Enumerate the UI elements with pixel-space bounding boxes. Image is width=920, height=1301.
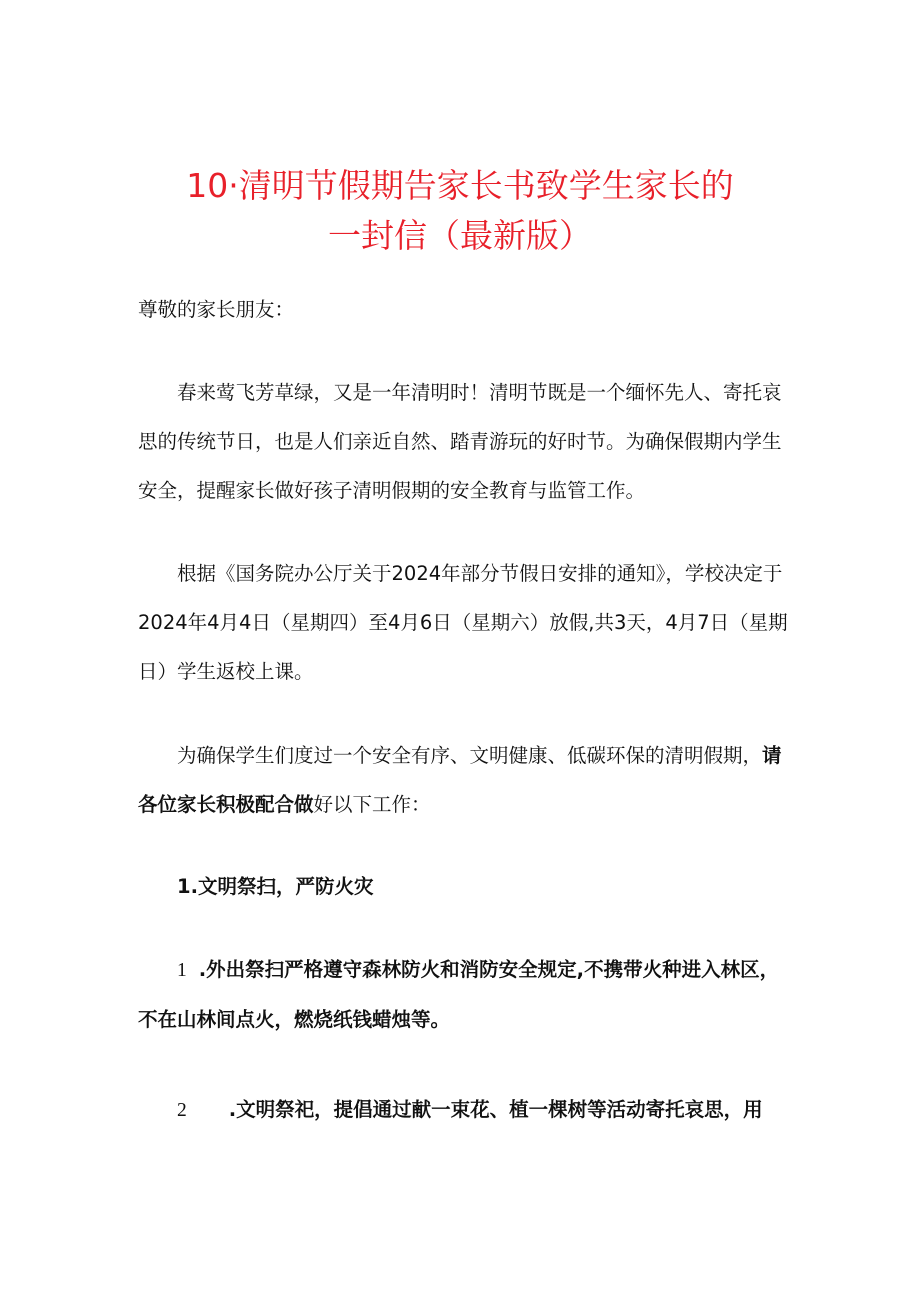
paragraph-schedule: 根据《国务院办公厅关于2024年部分节假日安排的通知》，学校决定于2024年4月4日（星期四）至4月6日（星期六）放假,共3天，4月7日（星期日）学生返校上课。	[138, 562, 788, 683]
title-line-1: 10·清明节假期告家长书致学生家长的	[186, 166, 734, 205]
section-heading-1: 1.文明祭扫，严防火灾	[177, 875, 374, 898]
paragraph-request-bold: 请各位家长积极配合做	[138, 744, 782, 816]
list-item-1	[138, 945, 790, 1044]
list-item-1-number: 1	[177, 960, 187, 981]
list-item-2	[138, 1085, 790, 1135]
paragraph-request	[138, 731, 790, 829]
salutation: 尊敬的家长朋友：	[138, 298, 295, 321]
list-item-2-text: .文明祭祀，提倡通过献一束花、植一棵树等活动寄托哀思，用	[228, 1098, 763, 1121]
title-line-2: 一封信（最新版）	[328, 216, 592, 255]
list-item-1-text: .外出祭扫严格遵守森林防火和消防安全规定,不携带火种进入林区，不在山林间点火，燃烧纸钱蜡烛等。	[138, 958, 780, 1031]
paragraph-request-text: 为确保学生们度过一个安全有序、文明健康、低碳环保的清明假期，	[177, 744, 763, 767]
list-item-2-number: 2	[177, 1100, 187, 1121]
paragraph-request-tail: 好以下工作：	[313, 793, 431, 816]
paragraph-intro: 春来莺飞芳草绿，又是一年清明时！清明节既是一个缅怀先人、寄托哀思的传统节日，也是人们亲近自然、踏青游玩的好时节。为确保假期内学生安全，提醒家长做好孩子清明假期的安全教育与监管工作。	[138, 381, 782, 502]
